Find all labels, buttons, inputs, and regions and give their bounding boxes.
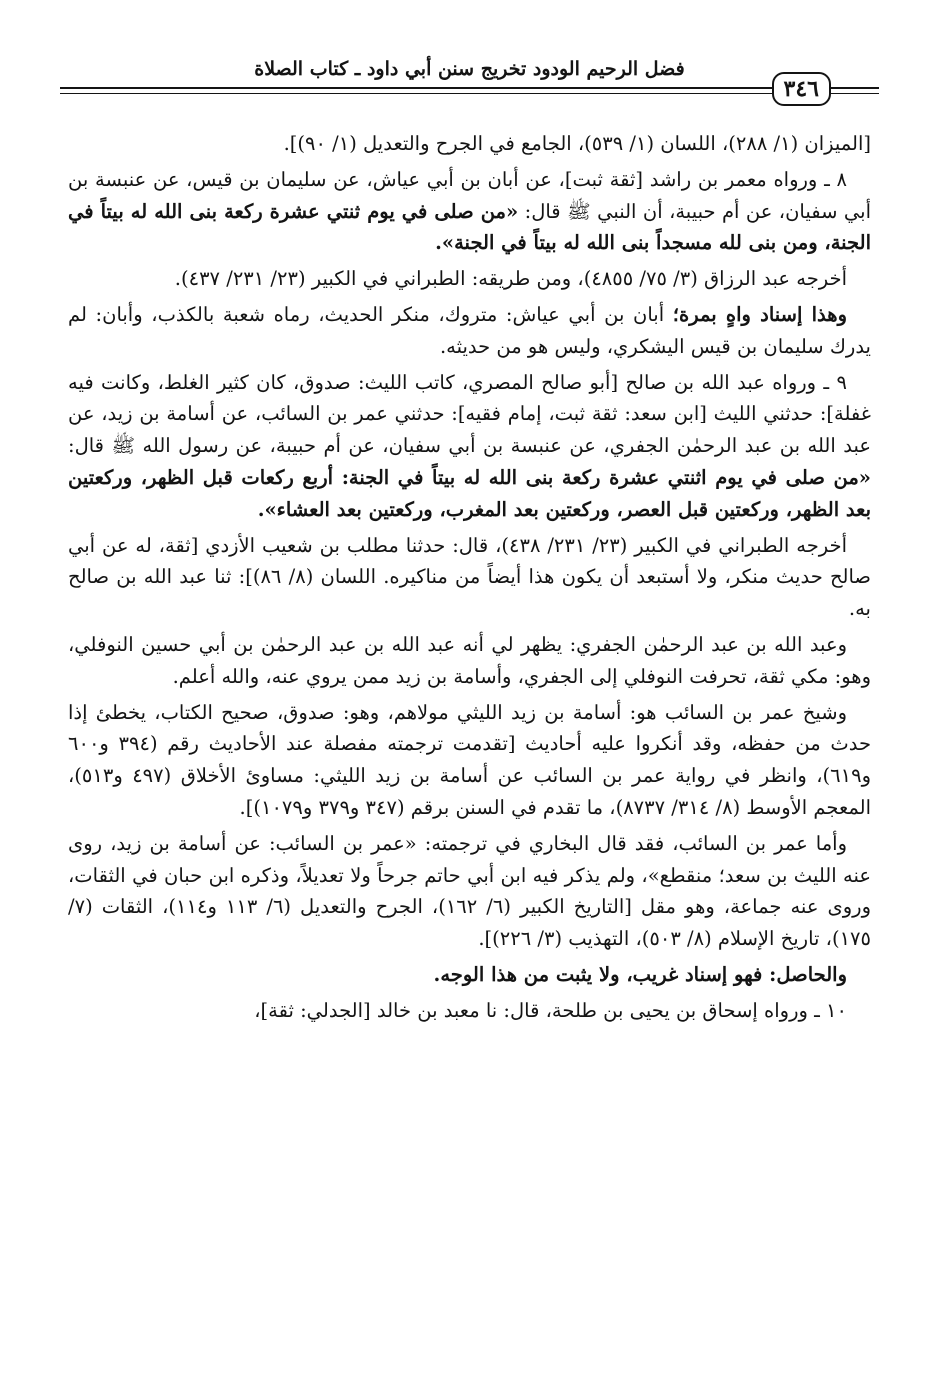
header-rule-thin [60,93,879,94]
paragraph-p10 [68,959,871,991]
text-segment: ١٠ ـ ورواه إسحاق بن يحيى بن طلحة، قال: نا معبد بن خالد [الجدلي: ثقة]، [254,998,847,1022]
running-title: فضل الرحيم الودود تخريج سنن أبي داود ـ كتاب الصلاة [254,58,685,80]
paragraph-p3 [68,263,871,295]
text-segment: ٨ ـ ورواه معمر بن راشد [ثقة ثبت]، عن أبان بن أبي عياش، عن سليمان بن قيس، عن عنبسة بن أبي سفيان، عن أم حبيبة، أن النبي ﷺ قال: [68,167,871,223]
paragraph-p5 [68,367,871,526]
page-body [68,128,871,1031]
bold-text: وهذا إسناد واهٍ بمرة؛ [672,302,847,326]
paragraph-p8 [68,697,871,824]
text-segment: أخرجه الطبراني في الكبير (٢٣/ ٢٣١/ ٤٣٨)، قال: حدثنا مطلب بن شعيب الأزدي [ثقة، له عن أبي صالح حديث منكر، ولا أستبعد أن يكون هذا أيضاً من مناكيره. اللسان (٨/ ٨٦)]: ثنا عبد الله بن صالح به. [68,533,871,621]
bold-text: «من صلى في يوم ثنتي عشرة ركعة بنى الله له بيتاً في الجنة، ومن بنى لله مسجداً بنى الله له بيتاً في الجنة». [68,199,871,255]
paragraph-p7 [68,629,871,693]
text-segment: أخرجه عبد الرزاق (٣/ ٧٥/ ٤٨٥٥)، ومن طريقه: الطبراني في الكبير (٢٣/ ٢٣١/ ٤٣٧). [174,267,847,291]
text-segment: [الميزان (١/ ٢٨٨)، اللسان (١/ ٥٣٩)، الجامع في الجرح والتعديل (١/ ٩٠)]. [283,132,871,155]
paragraph-p1 [68,128,871,160]
paragraph-p4 [68,299,871,363]
text-segment: ٩ ـ ورواه عبد الله بن صالح [أبو صالح المصري، كاتب الليث: صدوق، كان كثير الغلط، وكانت فيه غفلة]: حدثني الليث [ابن سعد: ثقة ثبت، إمام فقيه]: حدثني عمر بن السائب، عن أسامة بن زيد، عن عبد الله بن عبد الرحمٰن الجفري، عن عنبسة بن أبي سفيان، عن أم حبيبة، عن رسول الله ﷺ قال: [68,370,871,458]
text-segment: أبان بن أبي عياش: متروك، منكر الحديث، رماه شعبة بالكذب، وأبان: لم يدرك سليمان بن قيس اليشكري، وليس هو من حديثه. [68,302,871,358]
paragraph-p11 [68,995,871,1027]
paragraph-p9 [68,828,871,955]
page-number: ٣٤٦ [772,72,831,106]
text-segment: وشيخ عمر بن السائب هو: أسامة بن زيد الليثي مولاهم، وهو: صدوق، صحيح الكتاب، يخطئ إذا حدث من حفظه، وقد أنكروا عليه أحاديث [تقدمت ترجمته مفصلة عند الأحاديث رقم (٣٩٤ و٦٠٠ و٦١٩)، وانظر في رواية عمر بن السائب عن أسامة بن زيد الليثي: مساوئ الأخلاق (٤٩٧ و٥١٣)، المعجم الأوسط (٨/ ٣١٤/ ٨٧٣٧)، ما تقدم في السنن برقم (٣٤٧ و٣٧٩ و١٠٧٩)]. [68,700,872,819]
text-segment: وأما عمر بن السائب، فقد قال البخاري في ترجمته: «عمر بن السائب: عن أسامة بن زيد، روى عنه الليث بن سعد؛ منقطع»، ولم يذكر فيه ابن أبي حاتم جرحاً ولا تعديلاً، وذكره ابن حبان في الثقات، وروى عنه جماعة، وهو مقل [التاريخ الكبير (٦/ ١٦٢)، الجرح والتعديل (٦/ ١١٣ و١١٤)، الثقات (٧/ ١٧٥)، تاريخ الإسلام (٨/ ٥٠٣)، التهذيب (٣/ ٢٢٦)]. [68,831,871,951]
paragraph-p2 [68,164,871,259]
page-header [60,40,879,140]
text-segment: وعبد الله بن عبد الرحمٰن الجفري: يظهر لي أنه عبد الله بن عبد الرحمٰن بن أبي حسين النوفلي، وهو: مكي ثقة، تحرفت النوفلي إلى الجفري، وأسامة بن زيد ممن يروي عنه، والله أعلم. [68,632,871,688]
paragraph-p6 [68,530,871,625]
bold-text: «من صلى في يوم اثنتي عشرة ركعة بنى الله له بيتاً في الجنة: أربع ركعات قبل الظهر، وركعتين بعد الظهر، وركعتين قبل العصر، وركعتين بعد المغرب، وركعتين بعد العشاء». [68,465,871,521]
header-rule [60,87,879,89]
bold-text: والحاصل: فهو إسناد غريب، ولا يثبت من هذا الوجه. [433,962,847,986]
